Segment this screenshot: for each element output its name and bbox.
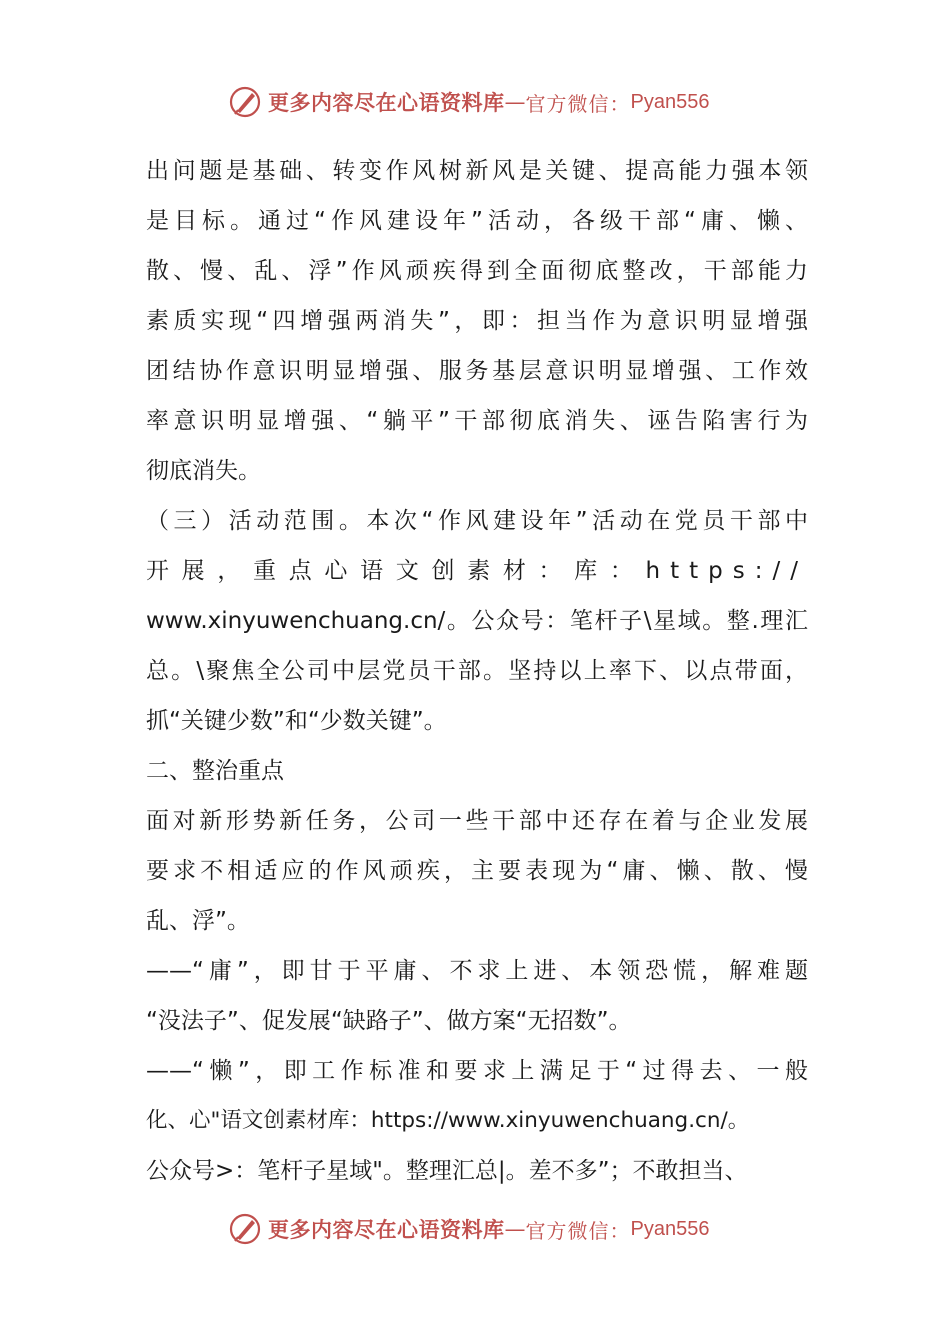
banner-wechat-label: 官方微信：	[525, 91, 631, 116]
body-line: 总。\聚焦全公司中层党员干部。坚持以上率下、以点带面，	[146, 658, 808, 684]
quill-logo-icon	[228, 85, 262, 119]
body-line: 出问题是基础、转变作风树新风是关键、提高能力强本领	[146, 158, 808, 184]
banner-title: 更多内容尽在心语资料库	[268, 90, 505, 115]
body-line: 素质实现“四增强两消失”，即：担当作为意识明显增强	[146, 308, 808, 334]
quill-logo-icon	[228, 1212, 262, 1246]
body-line: www.xinyuwenchuang.cn/。公众号：笔杆子\星域。整.理汇	[146, 608, 808, 634]
body-line: 率意识明显增强、“躺平”干部彻底消失、诬告陷害行为	[146, 408, 808, 434]
body-line: 抓“关键少数”和“少数关键”。	[146, 708, 447, 734]
body-line: ——“庸”，即甘于平庸、不求上进、本领恐慌，解难题	[146, 958, 808, 984]
body-line: 散、慢、乱、浮”作风顽疾得到全面彻底整改，干部能力	[146, 258, 808, 284]
body-line: 要求不相适应的作风顽疾，主要表现为“庸、懒、散、慢	[146, 858, 808, 884]
document-body	[146, 146, 808, 1196]
body-line: 乱、浮”。	[146, 908, 250, 934]
body-line: ——“懒”，即工作标准和要求上满足于“过得去、一般	[146, 1058, 808, 1084]
header-banner	[228, 82, 709, 122]
banner-wechat-id: Pyan556	[630, 1217, 710, 1240]
body-line: 化、心"语文创素材库：https://www.xinyuwenchuang.cn/。	[146, 1108, 750, 1133]
body-line: 开展，重点心语文创素材：库：https://	[146, 558, 808, 584]
body-line: 面对新形势新任务，公司一些干部中还存在着与企业发展	[146, 808, 808, 834]
footer-banner	[228, 1209, 709, 1249]
body-line: 是目标。通过“作风建设年”活动，各级干部“庸、懒、	[146, 208, 808, 234]
banner-separator: —	[504, 1217, 526, 1241]
section-heading: 二、整治重点	[146, 758, 284, 784]
body-line: （三）活动范围。本次“作风建设年”活动在党员干部中	[146, 508, 808, 534]
body-line: “没法子”、促发展“缺路子”、做方案“无招数”。	[146, 1008, 632, 1034]
banner-wechat-id: Pyan556	[630, 90, 710, 113]
banner-wechat-label: 官方微信：	[525, 1218, 631, 1243]
body-line: 公众号>：笔杆子星域"。整理汇总|。差不多”；不敢担当、	[146, 1158, 748, 1184]
body-line: 彻底消失。	[146, 458, 261, 484]
banner-title: 更多内容尽在心语资料库	[268, 1217, 505, 1242]
body-line: 团结协作意识明显增强、服务基层意识明显增强、工作效	[146, 358, 808, 384]
banner-separator: —	[504, 90, 526, 114]
